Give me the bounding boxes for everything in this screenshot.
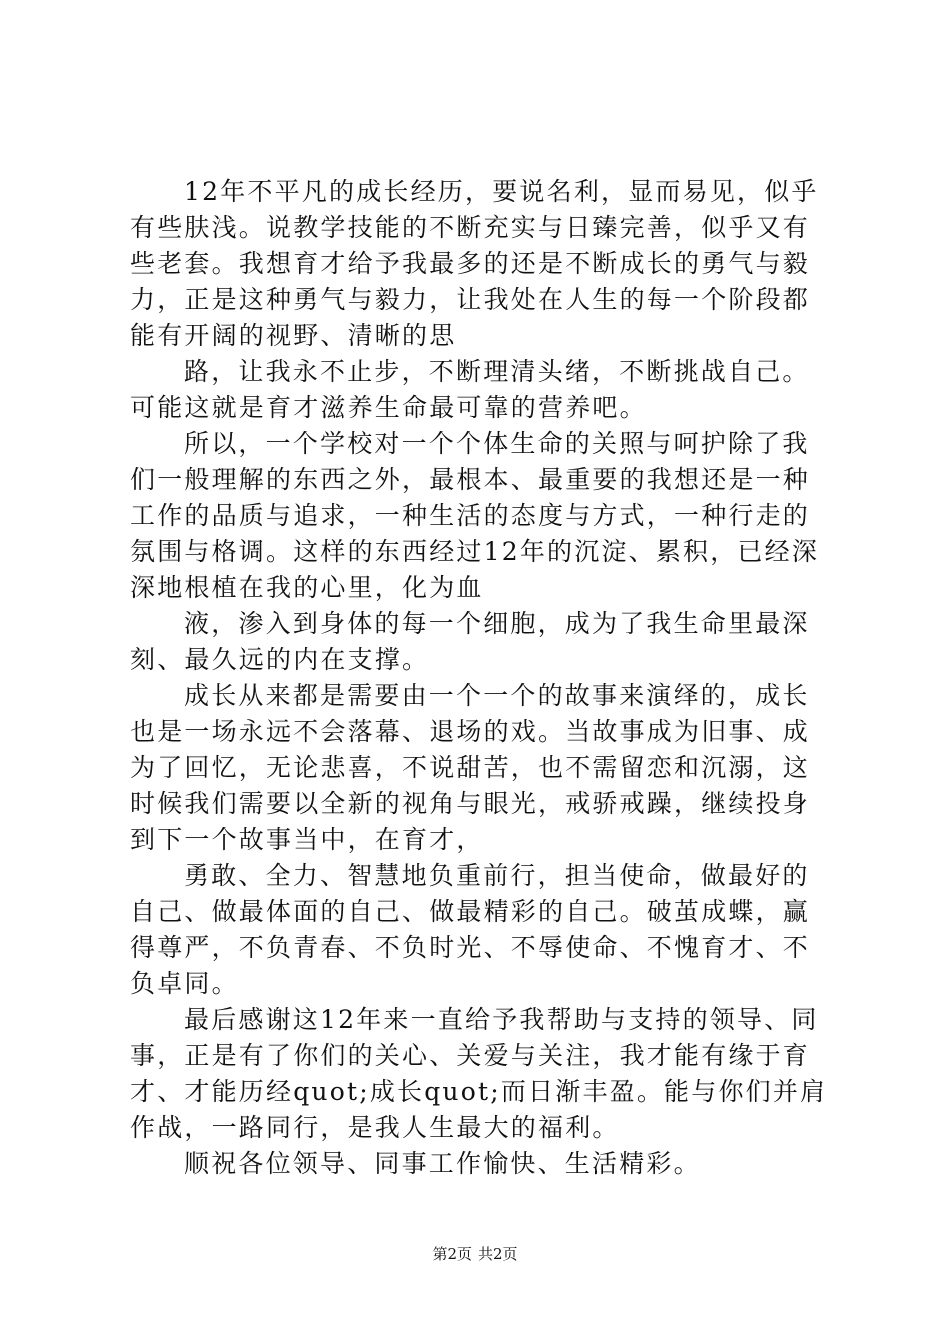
paragraph-7: 最后感谢这12年来一直给予我帮助与支持的领导、同事，正是有了你们的关心、关爱与关注，我才能有缘于育才、才能历经quot;成长quot;而日渐丰盈。能与你们并肩作战，一路同行，是我人生最大的福利。: [130, 1005, 828, 1142]
page-number: 第2页: [432, 1245, 472, 1263]
paragraph-6: 勇敢、全力、智慧地负重前行，担当使命，做最好的自己、做最体面的自己、做最精彩的自己。破茧成蝶，赢得尊严，不负青春、不负时光、不辱使命、不愧育才、不负卓同。: [130, 861, 811, 998]
document-body: [130, 174, 830, 1182]
page-footer: [0, 1244, 950, 1264]
paragraph-2: 路，让我永不止步，不断理清头绪，不断挑战自己。可能这就是育才滋养生命最可靠的营养吧。: [130, 357, 810, 422]
paragraph-8: 顺祝各位领导、同事工作愉快、生活精彩。: [184, 1149, 701, 1178]
paragraph-5: 成长从来都是需要由一个一个的故事来演绎的，成长也是一场永远不会落幕、退场的戏。当故事成为旧事、成为了回忆，无论悲喜，不说甜苦，也不需留恋和沉溺，这时候我们需要以全新的视角与眼光，戒骄戒躁，继续投身到下一个故事当中，在育才，: [130, 681, 811, 854]
paragraph-3: 所以，一个学校对一个个体生命的关照与呵护除了我们一般理解的东西之外，最根本、最重要的我想还是一种工作的品质与追求，一种生活的态度与方式，一种行走的氛围与格调。这样的东西经过12年的沉淀、累积，已经深深地根植在我的心里，化为血: [130, 429, 820, 602]
page-total: 共2页: [478, 1245, 518, 1263]
paragraph-1: 12年不平凡的成长经历，要说名利，显而易见，似乎有些肤浅。说教学技能的不断充实与日臻完善，似乎又有些老套。我想育才给予我最多的还是不断成长的勇气与毅力，正是这种勇气与毅力，让我处在人生的每一个阶段都能有开阔的视野、清晰的思: [130, 177, 819, 350]
paragraph-4: 液，渗入到身体的每一个细胞，成为了我生命里最深刻、最久远的内在支撑。: [130, 609, 810, 674]
